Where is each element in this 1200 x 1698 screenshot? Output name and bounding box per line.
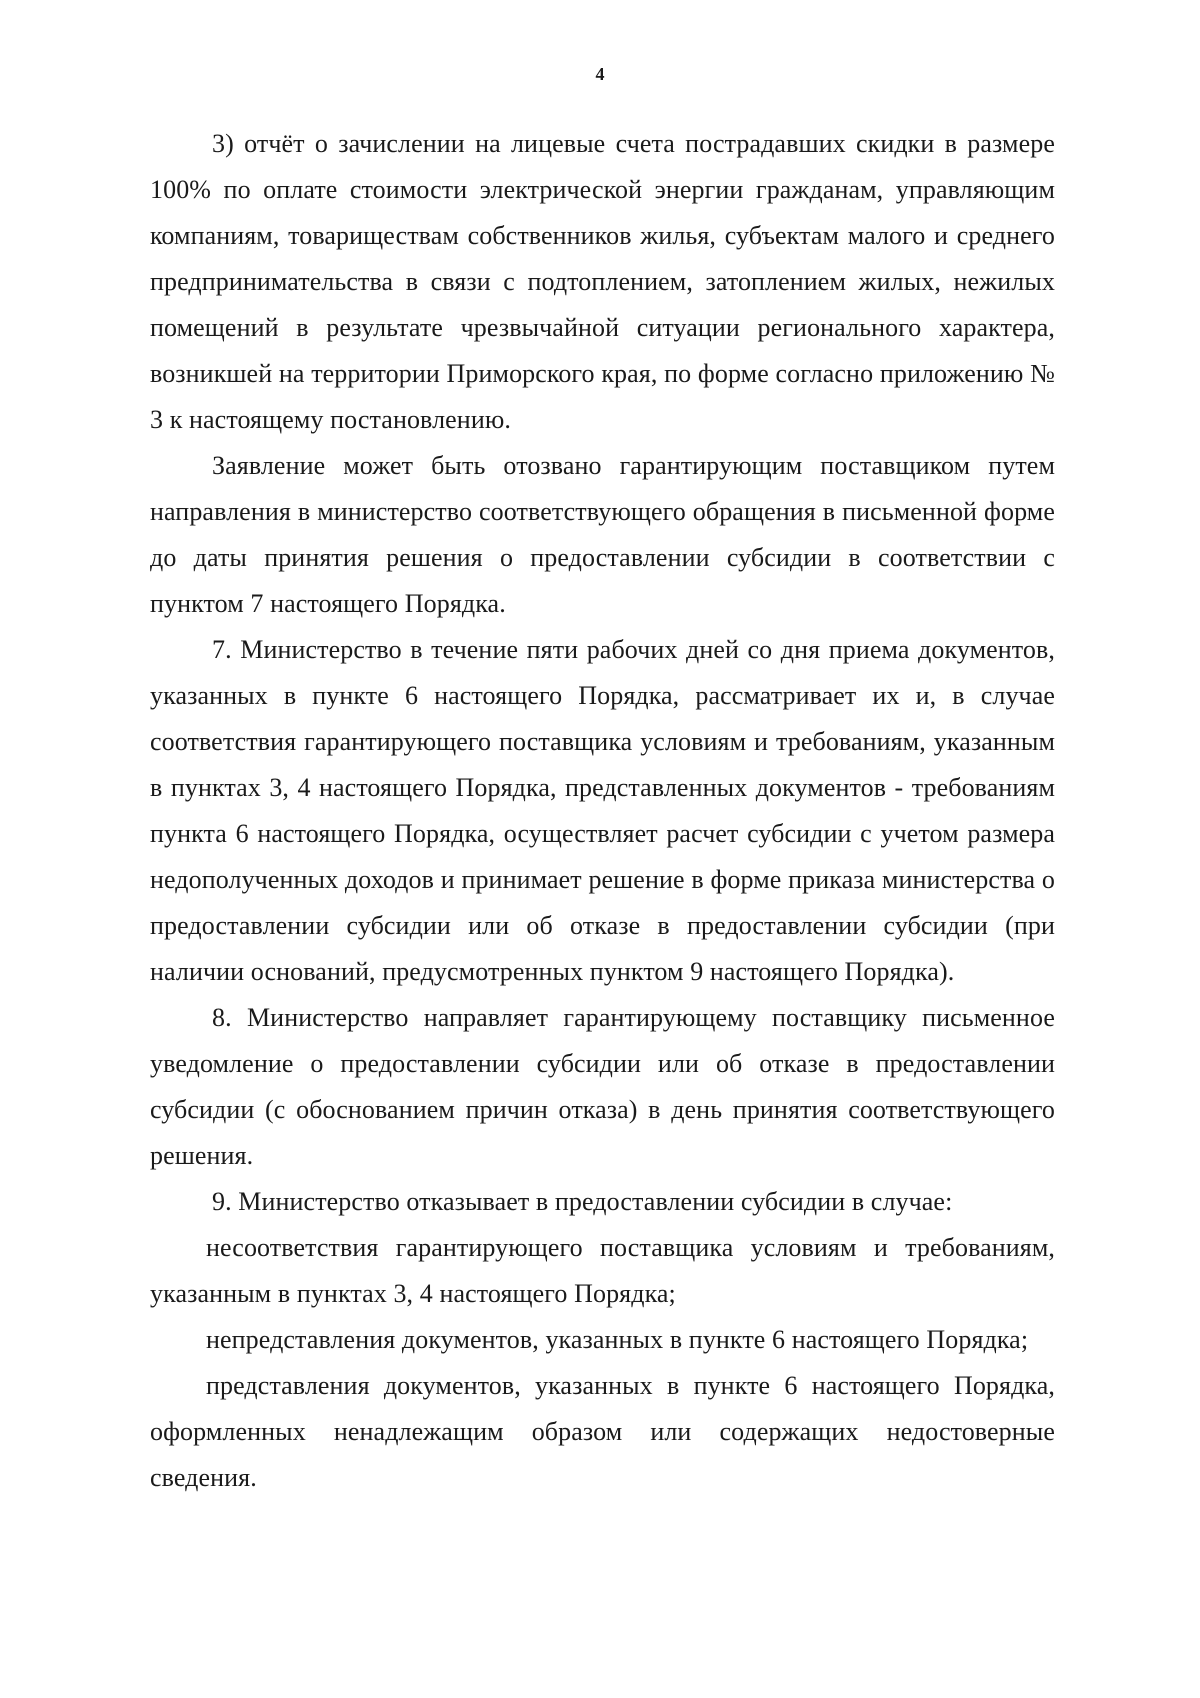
- paragraph-8-notification: 8. Министерство направляет гарантирующему поставщику письменное уведомление о предоставлении субсидии или об отказе в предоставлении субсидии (с обоснованием причин отказа) в день принятия соответствующего решения.: [150, 1003, 1055, 1170]
- paragraph-item-3-report: 3) отчёт о зачислении на лицевые счета пострадавших скидки в размере 100% по оплате стоимости электрической энергии гражданам, управляющим компаниям, товариществам собственников жилья, субъектам малого и среднего предпринимательства в связи с подтоплением, затоплением жилых, нежилых помещений в результате чрезвычайной ситуации регионального характера, возникшей на территории Приморского края, по форме согласно приложению № 3 к настоящему постановлению.: [150, 129, 1055, 434]
- refusal-reason-invalid-documents: представления документов, указанных в пункте 6 настоящего Порядка, оформленных ненадлежащим образом или содержащих недостоверные сведения.: [150, 1371, 1055, 1492]
- refusal-reason-missing-documents: непредставления документов, указанных в пункте 6 настоящего Порядка;: [206, 1325, 1029, 1354]
- refusal-reason-nonconformity: несоответствия гарантирующего поставщика условиям и требованиям, указанным в пунктах 3, 4 настоящего Порядка;: [150, 1233, 1055, 1308]
- paragraph-application-withdrawal: Заявление может быть отозвано гарантирующим поставщиком путем направления в министерство соответствующего обращения в письменной форме до даты принятия решения о предоставлении субсидии в соответствии с пунктом 7 настоящего Порядка.: [150, 451, 1055, 618]
- paragraph-9-refusal: 9. Министерство отказывает в предоставлении субсидии в случае:: [212, 1187, 953, 1216]
- paragraph-7-review: 7. Министерство в течение пяти рабочих дней со дня приема документов, указанных в пункте 6 настоящего Порядка, рассматривает их и, в случае соответствия гарантирующего поставщика условиям и требованиям, указанным в пунктах 3, 4 настоящего Порядка, представленных документов - требованиям пункта 6 настоящего Порядка, осуществляет расчет субсидии с учетом размера недополученных доходов и принимает решение в форме приказа министерства о предоставлении субсидии или об отказе в предоставлении субсидии (при наличии оснований, предусмотренных пунктом 9 настоящего Порядка).: [150, 635, 1055, 986]
- page-number: 4: [595, 64, 605, 84]
- document-body: [150, 121, 1055, 1501]
